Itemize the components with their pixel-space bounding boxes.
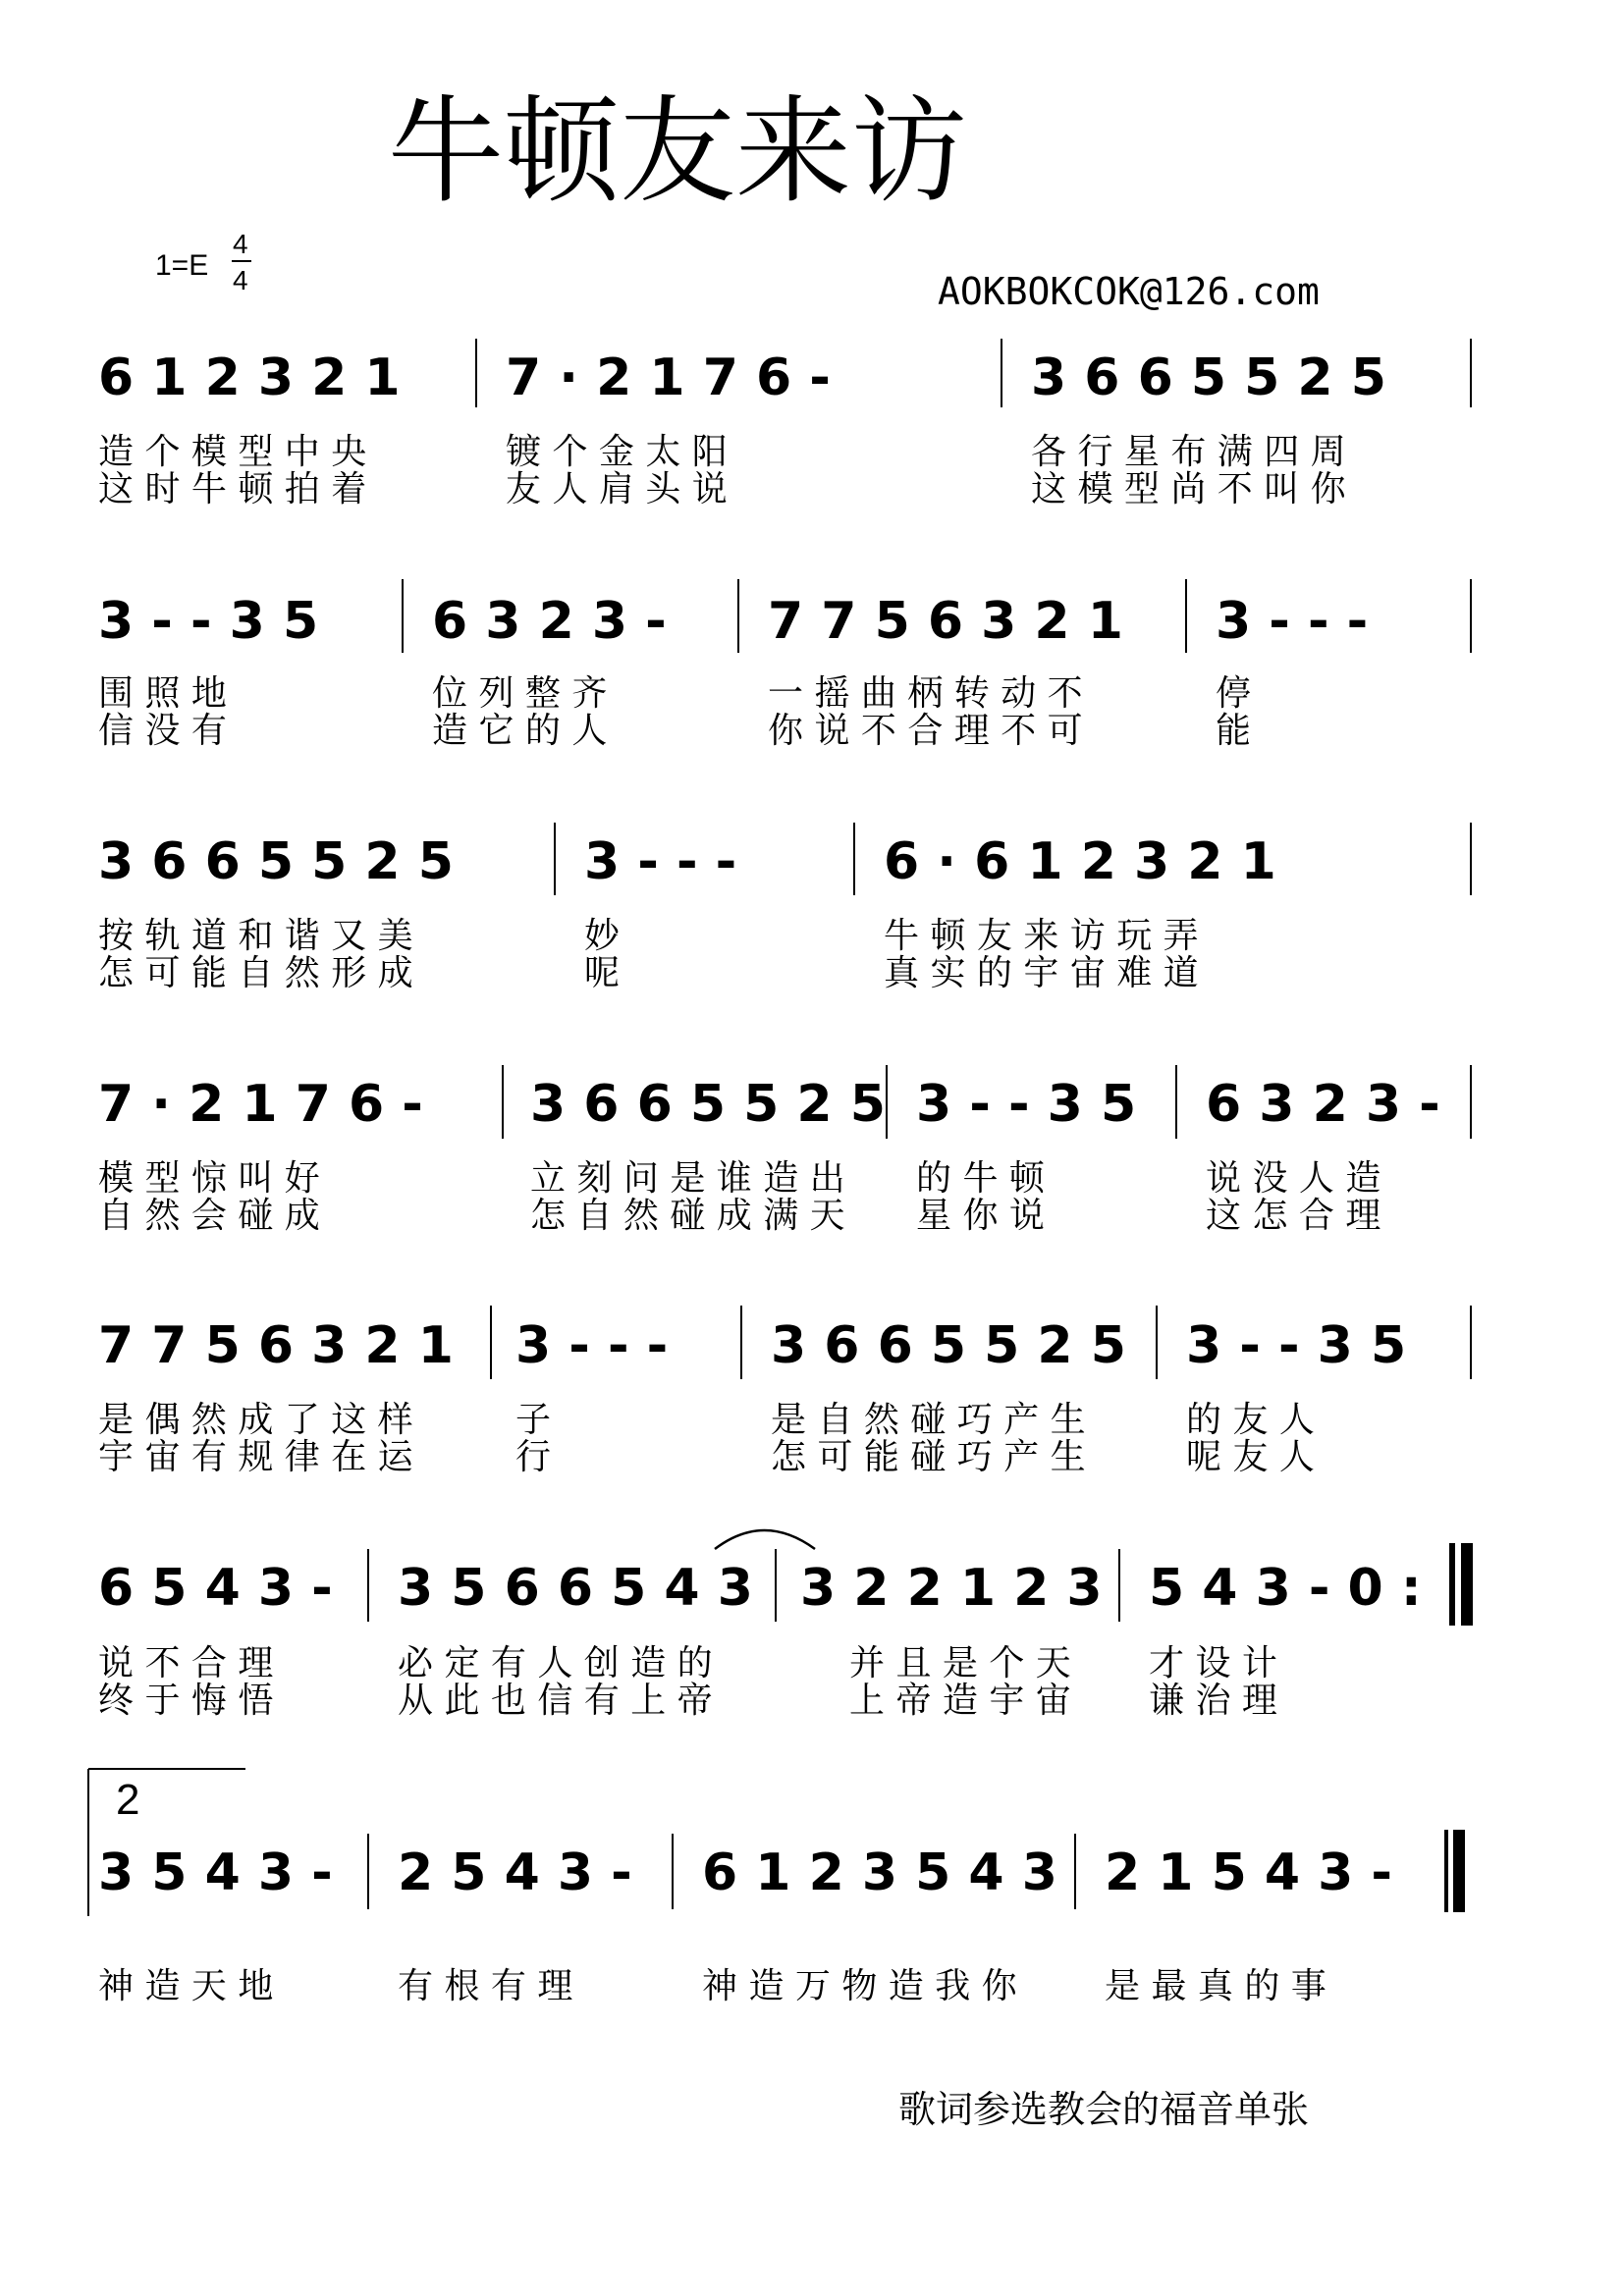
measure-notes: 3 5 6 6 5 4 3 <box>398 1559 753 1618</box>
lyric-verse-1: 说 不 合 理 <box>98 1643 274 1683</box>
lyric-verse-1: 子 <box>515 1400 552 1440</box>
lyric-verse-1: 的 牛 顿 <box>916 1158 1045 1199</box>
lyric-verse-2: 宇 宙 有 规 律 在 运 <box>98 1437 413 1477</box>
measure-notes: 6 3 2 3 - <box>1206 1075 1440 1134</box>
lyric-verse-1: 是 最 真 的 事 <box>1105 1966 1326 2006</box>
measure-notes: 2 5 4 3 - <box>398 1843 632 1902</box>
measure-notes: 3 2 2 1 2 3 <box>800 1559 1103 1618</box>
measure-notes: 3 - - 3 5 <box>1186 1316 1407 1375</box>
author-email: AOKBOKCOK@126.com <box>938 270 1320 313</box>
measure-notes: 3 6 6 5 5 2 5 <box>1031 348 1386 407</box>
lyric-verse-2: 这 模 型 尚 不 叫 你 <box>1031 469 1346 509</box>
lyric-verse-2: 谦 治 理 <box>1149 1681 1277 1721</box>
lyric-verse-2: 你 说 不 合 理 不 可 <box>768 711 1083 751</box>
measure-notes: 6 · 6 1 2 3 2 1 <box>884 832 1276 891</box>
key-signature: 1=E <box>155 249 209 282</box>
lyric-verse-1: 牛 顿 友 来 访 玩 弄 <box>884 916 1199 956</box>
lyric-verse-1: 立 刻 问 是 谁 造 出 <box>530 1158 845 1199</box>
lyric-verse-1: 一 摇 曲 柄 转 动 不 <box>768 673 1083 714</box>
lyric-verse-2: 从 此 也 信 有 上 帝 <box>398 1681 713 1721</box>
lyric-verse-2: 友 人 肩 头 说 <box>506 469 728 509</box>
measure-notes: 6 1 2 3 2 1 <box>98 348 401 407</box>
lyric-verse-1: 妙 <box>584 916 621 956</box>
lyric-verse-1: 造 个 模 型 中 央 <box>98 432 367 472</box>
measure-notes: 3 6 6 5 5 2 5 <box>771 1316 1126 1375</box>
lyric-verse-2: 造 它 的 人 <box>432 711 608 751</box>
lyric-verse-1: 的 友 人 <box>1186 1400 1315 1440</box>
measure-notes: 2 1 5 4 3 - <box>1105 1843 1393 1902</box>
lyric-verse-2: 呢 <box>584 953 621 993</box>
lyric-verse-2: 怎 自 然 碰 成 满 天 <box>530 1196 845 1236</box>
lyric-verse-2: 能 <box>1216 711 1252 751</box>
lyric-verse-2: 怎 可 能 碰 巧 产 生 <box>771 1437 1086 1477</box>
time-signature-top: 4 <box>233 229 248 259</box>
measure-notes: 6 5 4 3 - <box>98 1559 333 1618</box>
lyric-verse-1: 说 没 人 造 <box>1206 1158 1381 1199</box>
lyric-verse-1: 停 <box>1216 673 1252 714</box>
lyric-verse-1: 围 照 地 <box>98 673 227 714</box>
measure-notes: 3 - - 3 5 <box>916 1075 1137 1134</box>
lyric-verse-1: 神 造 天 地 <box>98 1966 274 2006</box>
measure-notes: 5 4 3 - 0 : <box>1149 1559 1422 1618</box>
lyric-verse-1: 各 行 星 布 满 四 周 <box>1031 432 1346 472</box>
lyric-verse-1: 有 根 有 理 <box>398 1966 573 2006</box>
measure-notes: 7 · 2 1 7 6 - <box>506 348 831 407</box>
measure-notes: 6 3 2 3 - <box>432 592 667 651</box>
lyric-verse-2: 自 然 会 碰 成 <box>98 1196 320 1236</box>
lyric-verse-1: 模 型 惊 叫 好 <box>98 1158 320 1199</box>
lyric-verse-1: 并 且 是 个 天 <box>849 1643 1071 1683</box>
song-title: 牛顿友来访 <box>388 83 968 219</box>
lyric-verse-2: 终 于 悔 悟 <box>98 1681 274 1721</box>
lyric-verse-1: 是 偶 然 成 了 这 样 <box>98 1400 413 1440</box>
lyric-verse-2: 行 <box>515 1437 552 1477</box>
lyric-verse-2: 这 时 牛 顿 拍 着 <box>98 469 367 509</box>
measure-notes: 7 · 2 1 7 6 - <box>98 1075 423 1134</box>
measure-notes: 3 - - - <box>1216 592 1369 651</box>
measure-notes: 3 - - - <box>515 1316 669 1375</box>
measure-notes: 3 6 6 5 5 2 5 <box>530 1075 886 1134</box>
lyric-verse-2: 这 怎 合 理 <box>1206 1196 1381 1236</box>
lyric-verse-2: 上 帝 造 宇 宙 <box>849 1681 1071 1721</box>
measure-notes: 7 7 5 6 3 2 1 <box>768 592 1123 651</box>
lyric-verse-1: 镀 个 金 太 阳 <box>506 432 728 472</box>
lyric-verse-1: 按 轨 道 和 谐 又 美 <box>98 916 413 956</box>
footer-note: 歌词参选教会的福音单张 <box>898 2088 1310 2131</box>
measure-notes: 3 - - - <box>584 832 737 891</box>
measure-notes: 6 1 2 3 5 4 3 <box>702 1843 1057 1902</box>
lyric-verse-1: 是 自 然 碰 巧 产 生 <box>771 1400 1086 1440</box>
volta-number: 2 <box>116 1776 140 1824</box>
lyric-verse-1: 才 设 计 <box>1149 1643 1277 1683</box>
lyric-verse-2: 真 实 的 宇 宙 难 道 <box>884 953 1199 993</box>
lyric-verse-2: 呢 友 人 <box>1186 1437 1315 1477</box>
lyric-verse-1: 神 造 万 物 造 我 你 <box>702 1966 1017 2006</box>
lyric-verse-2: 信 没 有 <box>98 711 227 751</box>
lyric-verse-1: 位 列 整 齐 <box>432 673 608 714</box>
measure-notes: 7 7 5 6 3 2 1 <box>98 1316 454 1375</box>
measure-notes: 3 - - 3 5 <box>98 592 319 651</box>
lyric-verse-1: 必 定 有 人 创 造 的 <box>398 1643 713 1683</box>
lyric-verse-2: 怎 可 能 自 然 形 成 <box>98 953 413 993</box>
time-signature-bottom: 4 <box>233 265 248 295</box>
measure-notes: 3 6 6 5 5 2 5 <box>98 832 454 891</box>
lyric-verse-2: 星 你 说 <box>916 1196 1045 1236</box>
measure-notes: 3 5 4 3 - <box>98 1843 333 1902</box>
